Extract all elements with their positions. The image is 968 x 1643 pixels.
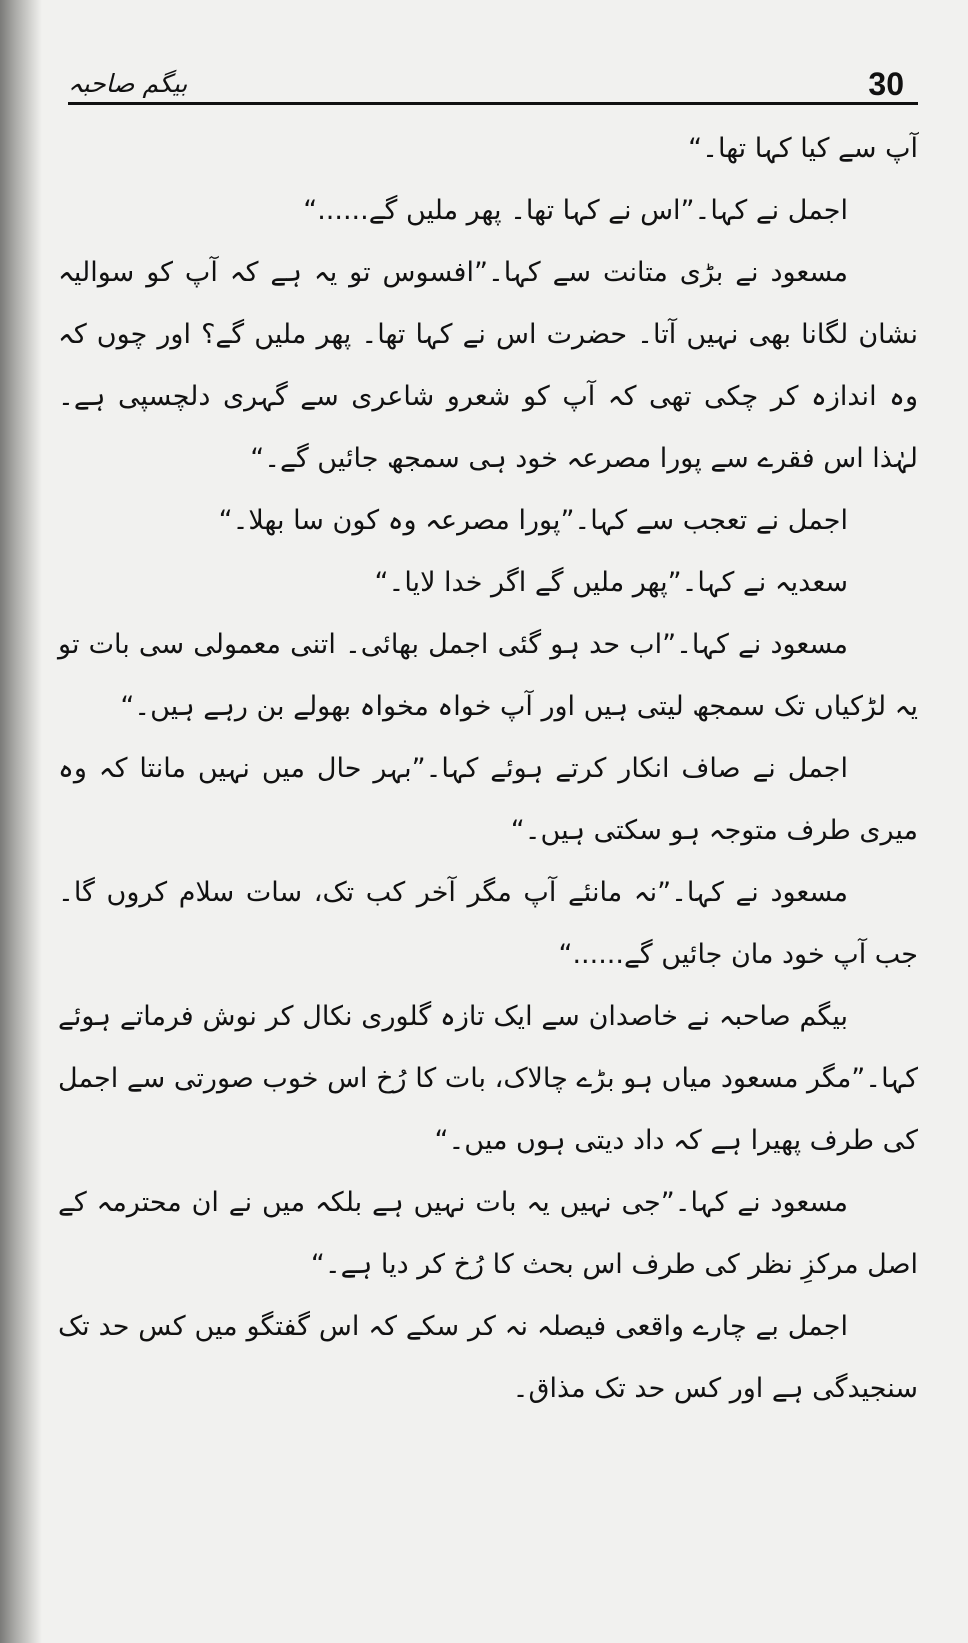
running-title: بیگم صاحبہ: [68, 69, 188, 98]
paragraph-10: مسعود نے کہا۔”جی نہیں یہ بات نہیں ہے بلکہ میں نے ان محترمہ کے اصل مرکزِ نظر کی طرف اس بحث کا رُخ کر دیا ہے۔“: [58, 1187, 918, 1280]
paragraph-5: سعدیہ نے کہا۔”پھر ملیں گے اگر خدا لایا۔“: [374, 567, 848, 598]
paragraph-11: اجمل بے چارے واقعی فیصلہ نہ کر سکے کہ اس گفتگو میں کس حد تک سنجیدگی ہے اور کس حد تک مذاق۔: [58, 1311, 918, 1404]
page-number: 30: [868, 66, 904, 102]
page-body: [58, 118, 918, 1420]
page-header: [68, 62, 918, 105]
paragraph-3: مسعود نے بڑی متانت سے کہا۔”افسوس تو یہ ہے کہ آپ کو سوالیہ نشان لگانا بھی نہیں آتا۔ حضرت اس نے کہا تھا۔ پھر ملیں گے؟ اور چوں کہ وہ اندازہ کر چکی تھی کہ آپ کو شعرو شاعری سے گہری دلچسپی ہے۔ لہٰذا اس فقرے سے پورا مصرعہ خود ہی سمجھ جائیں گے۔“: [58, 257, 918, 474]
paragraph-2: اجمل نے کہا۔”اس نے کہا تھا۔ پھر ملیں گے......“: [303, 195, 848, 226]
paragraph-6: مسعود نے کہا۔”اب حد ہو گئی اجمل بھائی۔ اتنی معمولی سی بات تو یہ لڑکیاں تک سمجھ لیتی ہیں اور آپ خواہ مخواہ بھولے بن رہے ہیں۔“: [58, 629, 918, 722]
paragraph-9: بیگم صاحبہ نے خاصدان سے ایک تازہ گلوری نکال کر نوش فرماتے ہوئے کہا۔”مگر مسعود میاں ہو بڑے چالاک، بات کا رُخ اس خوب صورتی سے اجمل کی طرف پھیرا ہے کہ داد دیتی ہوں میں۔“: [58, 1001, 918, 1156]
paragraph-4: اجمل نے تعجب سے کہا۔”پورا مصرعہ وہ کون سا بھلا۔“: [218, 505, 848, 536]
paragraph-1: آپ سے کیا کہا تھا۔“: [688, 133, 918, 164]
paragraph-7: اجمل نے صاف انکار کرتے ہوئے کہا۔”بہر حال میں نہیں مانتا کہ وہ میری طرف متوجہ ہو سکتی ہیں۔“: [58, 753, 918, 846]
book-spine-shadow: [0, 0, 42, 1643]
book-page: [46, 0, 926, 1643]
paragraph-8: مسعود نے کہا۔”نہ مانئے آپ مگر آخر کب تک، سات سلام کروں گا۔ جب آپ خود مان جائیں گے......“: [58, 877, 918, 970]
